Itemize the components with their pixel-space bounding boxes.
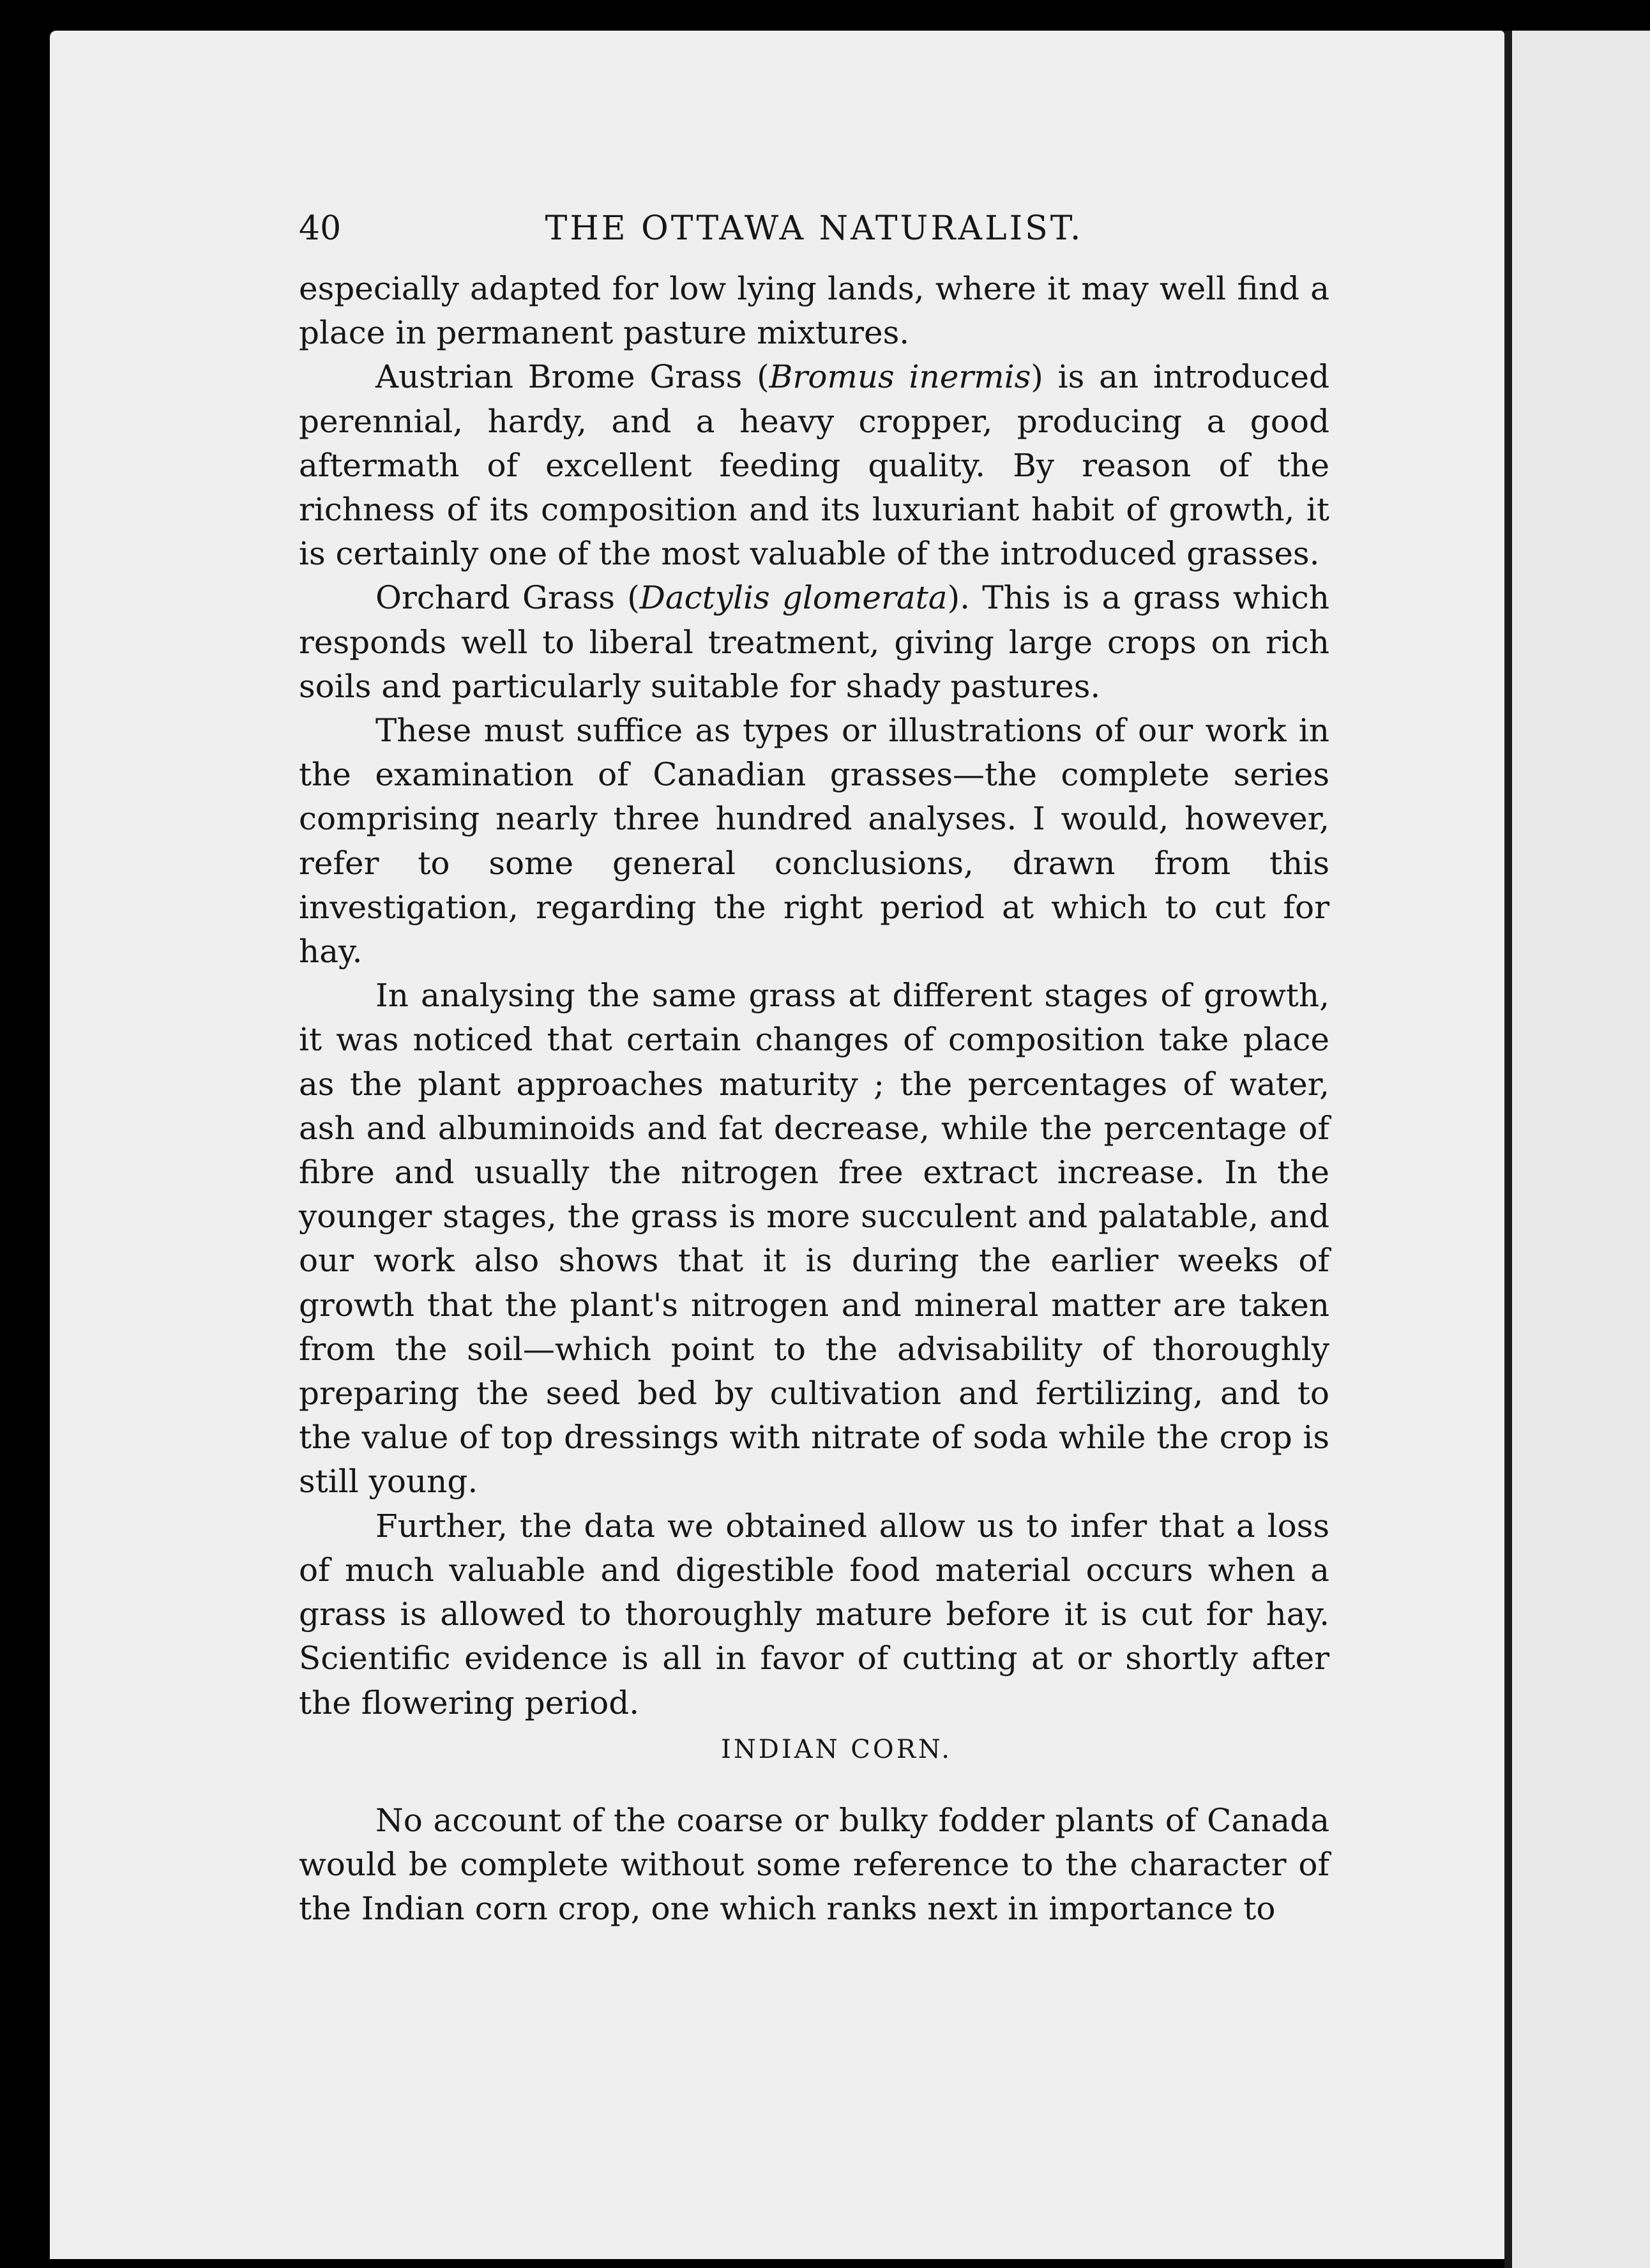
page-number: 40 xyxy=(299,209,342,248)
paragraph-orchard-grass xyxy=(299,576,1329,709)
orchard-text-post: ). This is a grass which responds well to liberal treatment, giving large crops on rich soils and particularly suitable for shady pastures. xyxy=(299,579,1329,705)
brome-text-pre: Austrian Brome Grass ( xyxy=(375,358,769,396)
orchard-latin-name: Dactylis glomerata xyxy=(639,579,948,617)
page-text-block xyxy=(299,203,1329,1931)
section-heading: INDIAN CORN. xyxy=(721,1734,952,1764)
paragraph-brome-grass xyxy=(299,355,1329,576)
adjacent-page-edge xyxy=(1512,31,1650,2268)
body-text xyxy=(299,267,1329,1931)
running-head: THE OTTAWA NATURALIST. xyxy=(545,209,1084,248)
page-header xyxy=(299,203,1329,267)
paragraph-further: Further, the data we obtained allow us to infer that a loss of much valuable and digestible food material occurs when a grass is allowed to thoroughly mature before it is cut for hay. Scientific evidence is all in favor of cutting at or shortly after the flowering period. xyxy=(299,1507,1329,1721)
orchard-text-pre: Orchard Grass ( xyxy=(375,579,640,617)
page-gutter xyxy=(1504,31,1512,2268)
brome-latin-name: Bromus inermis xyxy=(769,358,1031,396)
paragraph-analysing: In analysing the same grass at different stages of growth, it was noticed that certain changes of composition take place as the plant approaches maturity ; the percentages of water, ash and albuminoids and fat decrease, while the percentage of fibre and usually the nitrogen free extract increase. In the younger stages, the grass is more succulent and palatable, and our work also shows that it is during the earlier weeks of growth that the plant's nitrogen and mineral matter are taken from the soil—which point to the advisability of thoroughly preparing the seed bed by cultivation and fertilizing, and to the value of top dressings with nitrate of soda while the crop is still young. xyxy=(299,977,1329,1501)
paragraph-continuation: especially adapted for low lying lands, where it may well find a place in permanent pasture mixtures. xyxy=(299,270,1329,352)
paragraph-types: These must suffice as types or illustrations of our work in the examination of Canadian grasses—the complete series comprising nearly three hundred analyses. I would, however, refer to some general conclusions, drawn from this investigation, regarding the right period at which to cut for hay. xyxy=(299,712,1329,971)
brome-text-post: ) is an introduced perennial, hardy, and a heavy cropper, producing a good aftermath of excellent feeding quality. By reason of the richness of its composition and its luxuriant habit of growth, it is certainly one of the most valuable of the introduced grasses. xyxy=(299,358,1329,573)
paragraph-indian-corn: No account of the coarse or bulky fodder plants of Canada would be complete without some reference to the character of the Indian corn crop, one which ranks next in importance to xyxy=(299,1801,1329,1928)
